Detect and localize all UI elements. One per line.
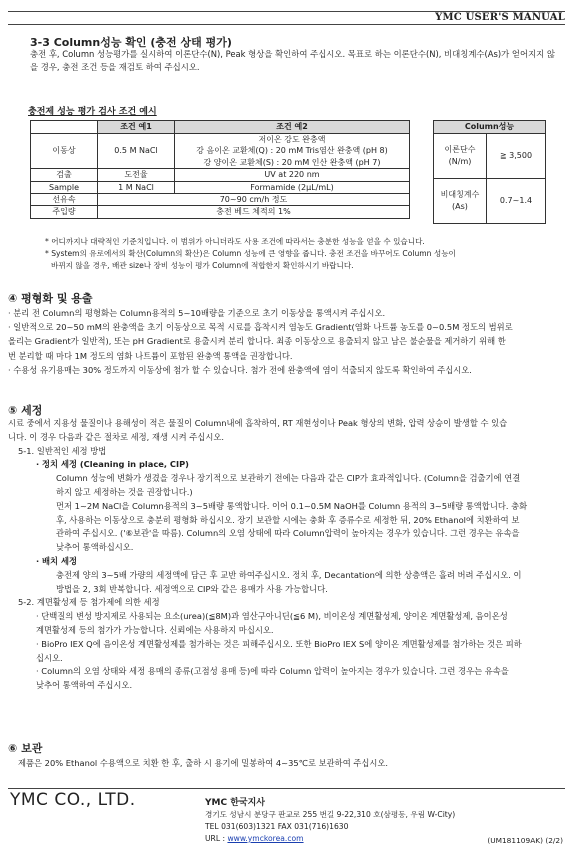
- body-line: 관하여 주십시오. ('⑥보관'을 따름). Column의 오염 상태에 따라 Column압력이 높아지는 경우가 있습니다. 그런 경우는 유속을: [56, 528, 520, 539]
- section-6-heading: ⑥ 보관: [8, 742, 43, 755]
- header-bottom-rule: [8, 24, 565, 25]
- body-line: 방법을 2, 3회 반복합니다. 세정액으로 CIP와 같은 용매가 사용 가능합니다.: [56, 583, 328, 594]
- body-line: 니다. 이 경우 다음과 같은 절차로 세정, 재생 시켜 주십시오.: [8, 431, 224, 442]
- row-label: [434, 134, 487, 179]
- body-line: Column 성능에 변화가 생겼을 경우나 장기적으로 보관하기 전에는 다음과 같은 CIP가 효과적입니다. (Column을 검출기에 연결: [56, 473, 521, 484]
- body-line: 계면활성제 등의 첨가가 가능합니다. 신뢰에는 사용하지 마십시오.: [36, 624, 274, 635]
- row-label: 이동상: [31, 134, 98, 169]
- cell-value: 도전율: [98, 169, 175, 181]
- label-line: (N/m): [448, 157, 472, 166]
- body-line: · 수용성 유기용매는 30% 정도까지 이동상에 첨가 할 수 있습니다. 첨가 전에 완충액에 염이 석출되지 않도록 확인하여 주십시오.: [8, 364, 472, 375]
- table-row: [434, 134, 546, 179]
- table-row: [31, 134, 410, 169]
- cell-line: 저이온 강도 완충액: [258, 135, 326, 144]
- body-line: 낮추어 통액하여 주십시오.: [36, 680, 133, 691]
- section-4-heading: ④ 평형화 및 용출: [8, 292, 93, 305]
- cell-value: 충전 베드 체적의 1%: [98, 206, 410, 218]
- table-row: [434, 179, 546, 224]
- body-line: 낮추어 통액하십시오.: [56, 542, 134, 553]
- condition-table-corner: [31, 121, 98, 134]
- label-line: (As): [452, 202, 468, 211]
- cell-value: 1 M NaCl: [98, 181, 175, 193]
- condition-table-header: 조건 예1: [98, 121, 175, 134]
- body-line: 충전제 양의 3~5배 가량의 세정액에 담근 후 교반 하여주십시오. 정치 후, Decantation에 의한 상층액은 흘려 버려 주십시오. 이: [56, 569, 522, 580]
- label-line: 이론단수: [444, 145, 476, 154]
- body-line: 먼저 1~2M NaCl을 Column용적의 3~5배량 통액합니다. 이어 0.1~0.5M NaOH를 Column 용적의 3~5배량 통액합니다. 충화: [56, 500, 528, 511]
- cip-title: · 정치 세정 (Cleaning in place, CIP): [36, 459, 189, 470]
- url-label: URL :: [205, 834, 228, 843]
- table-row: [31, 181, 410, 193]
- mobile-phase-cell: [175, 134, 410, 169]
- cell-value: UV at 220 nm: [175, 169, 410, 181]
- body-line: 올리는 Gradient가 일반적), 또는 pH Gradient로 용출시켜 분리 합니다. 최종 이동상으로 용출되지 않고 남은 불순물을 제거하기 위해 한: [8, 336, 506, 347]
- cell-value: 70~90 cm/h 정도: [98, 194, 410, 206]
- phone-fax: TEL 031(603)1321 FAX 031(716)1630: [205, 822, 349, 831]
- cell-value: ≧ 3,500: [487, 134, 546, 179]
- row-label: [434, 179, 487, 224]
- cell-value: Formamide (2μL/mL): [175, 181, 410, 193]
- body-line: 하지 않고 세정하는 것을 권장합니다.): [56, 486, 193, 497]
- manual-title: YMC USER'S MANUAL: [435, 12, 565, 23]
- website-link[interactable]: www.ymckorea.com: [227, 834, 304, 843]
- contact-block: [205, 809, 455, 845]
- row-label: Sample: [31, 181, 98, 193]
- body-line: · 단백질의 변성 방지제로 사용되는 요소(urea)(≦8M)과 염산구아니딘(≦6 M), 비이온성 계면활성제, 양이온 계면활성제, 음이온성: [36, 611, 508, 622]
- body-line: · 일반적으로 20~50 mM의 완충액을 초기 이동상으로 목적 시료를 흡착시켜 염농도 Gradient(염화 나트륨 농도를 0~0.5M 정도의 범위로: [8, 322, 513, 333]
- table-row: [31, 194, 410, 206]
- note-line: 바뀌지 않을 경우, 배관 size나 장비 성능이 평가 Column에 적합한지 확인하시기 바랍니다.: [51, 261, 354, 270]
- address: 경기도 성남시 분당구 판교로 255 번길 9-22,310 호(삼평동, 우림 W-City): [205, 810, 456, 819]
- row-label: 검출: [31, 169, 98, 181]
- section-6-body: 제품은 20% Ethanol 수용액으로 치환 한 후, 출하 시 용기에 밀봉하여 4~35℃로 보관하여 주십시오.: [18, 758, 389, 768]
- cell-value: 0.7~1.4: [487, 179, 546, 224]
- performance-table-header: Column성능: [434, 121, 546, 134]
- cell-line: 강 음이온 교환체(Q) : 20 mM Tris염산 완충액 (pH 8): [196, 146, 388, 156]
- body-line: 십시오.: [36, 652, 63, 663]
- note-line: * System의 유로에서의 확산(Column의 확산)은 Column 성능에 큰 영향을 줍니다. 충전 조건을 바꾸어도 Column 성능이: [45, 249, 456, 258]
- note-line: * 어디까지나 대략적인 기준치입니다. 이 범위가 아니더라도 사용 조건에 따라서는 충분한 성능을 얻을 수 있습니다.: [45, 237, 425, 246]
- batch-title: · 배치 세정: [36, 555, 77, 566]
- cell-line: 강 양이온 교환체(S) : 20 mM 인산 완충액 (pH 7): [203, 157, 381, 167]
- footer-rule: [8, 788, 565, 789]
- subsection-5-1-title: 5-1. 일반적인 세정 방법: [18, 445, 107, 456]
- condition-table-title: 충전제 성능 평가 검사 조건 예시: [28, 107, 157, 117]
- row-label: 선유속: [31, 194, 98, 206]
- body-line: · 분리 전 Column의 평형화는 Column용적의 5~10배량을 기준으로 초기 이동상을 통액시켜 주십시오.: [8, 308, 386, 318]
- body-line: · Column의 오염 상태와 세정 용매의 종류(고점성 용매 등)에 따라 Column 압력이 높아지는 경우가 있습니다. 그런 경우는 유속을: [36, 666, 509, 677]
- subsection-5-2-title: 5-2. 계면활성제 등 첨가제에 의한 세정: [18, 597, 160, 608]
- body-line: 후, 사용하는 이동상으로 충분히 평형화 하십시오. 장기 보관할 시에는 충화 후 증류수로 세정한 뒤, 20% Ethanol에 치환하여 보: [56, 514, 520, 525]
- company-logo: YMC CO., LTD.: [10, 790, 136, 810]
- row-label: 주입량: [31, 206, 98, 218]
- section-5-heading: ⑤ 세정: [8, 404, 43, 417]
- condition-table-header: 조건 예2: [175, 121, 410, 134]
- section-3-3-heading: 3-3 Column성능 확인 (충전 상태 평가): [30, 36, 232, 49]
- performance-table: [433, 120, 546, 224]
- cell-value: 0.5 M NaCl: [98, 134, 175, 169]
- section-4-body: [8, 306, 565, 377]
- label-line: 비대칭계수: [440, 190, 480, 199]
- document-code: (UM181109AK) (2/2): [487, 836, 563, 845]
- branch-name: YMC 한국지사: [205, 798, 265, 808]
- body-line: 번 분리할 때 마다 1M 정도의 염화 나트륨이 포함된 완충액 통액을 권장합니다.: [8, 350, 293, 361]
- table-notes: [45, 236, 560, 272]
- body-line: · BioPro IEX Q에 음이온성 계면활성제를 첨가하는 것은 피해주십시오. 또한 BioPro IEX S에 양이온 계면활성제를 첨가하는 것은 피하: [36, 638, 522, 649]
- section-3-3-body: 충전 후, Column 성능평가를 실시하여 이론단수(N), Peak 형상을 확인하여 주십시오. 목표로 하는 이론단수(N), 비대칭계수(As)가 얻어지지 않을 경우, 충전 조건 등을 재검토 하여 주십시오.: [30, 49, 556, 72]
- section-5-body: [8, 417, 565, 693]
- url-line: [205, 833, 455, 845]
- condition-table: [30, 120, 410, 219]
- table-row: [31, 206, 410, 218]
- body-line: 시료 중에서 지용성 물질이나 용해성이 적은 물질이 Column내에 흡착하여, RT 재현성이나 Peak 형상의 변화, 압력 상승이 발생할 수 있습: [8, 418, 508, 428]
- table-row: [31, 169, 410, 181]
